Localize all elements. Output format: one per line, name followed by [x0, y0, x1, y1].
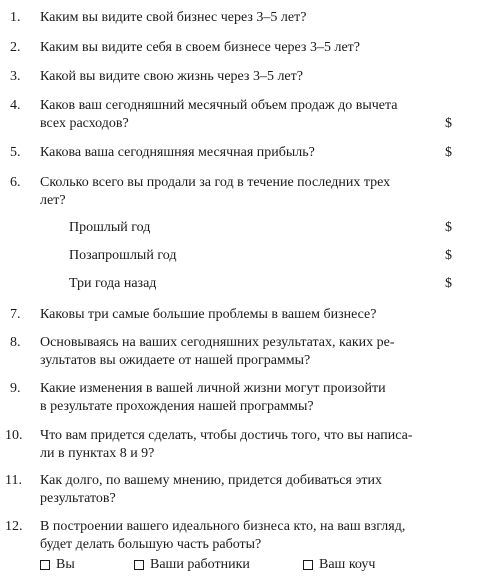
- sales-year-label: Позапрошлый год: [69, 248, 177, 263]
- currency-sign: $: [445, 145, 452, 160]
- question-number: 2.: [10, 40, 21, 55]
- question-number: 8.: [10, 335, 21, 350]
- question-text: Какова ваша сегодняшняя месячная прибыль?: [40, 145, 315, 160]
- question-text: Основываясь на ваших сегодняшних результатах, каких ре- зультатов вы ожидаете от нашей программы?: [40, 335, 395, 368]
- option-coach[interactable]: [303, 556, 375, 574]
- question-text: Какие изменения в вашей личной жизни могут произойти в результате прохождения нашей программы?: [40, 381, 386, 414]
- option-label: Ваши работники: [150, 557, 250, 572]
- question-number: 11.: [5, 473, 22, 488]
- question-number: 12.: [5, 519, 23, 534]
- option-workers[interactable]: [134, 556, 250, 574]
- question-number: 10.: [5, 428, 23, 443]
- answer-options: [0, 556, 485, 574]
- option-you[interactable]: [40, 556, 75, 574]
- question-text: Каким вы видите свой бизнес через 3–5 лет?: [40, 10, 307, 25]
- currency-sign: $: [445, 248, 452, 263]
- question-number: 5.: [10, 145, 21, 160]
- option-label: Вы: [56, 557, 75, 572]
- question-number: 1.: [10, 10, 21, 25]
- question-number: 4.: [10, 98, 21, 113]
- question-number: 9.: [10, 381, 21, 396]
- checkbox-icon[interactable]: [40, 560, 50, 570]
- question-text: Каким вы видите себя в своем бизнесе через 3–5 лет?: [40, 40, 360, 55]
- question-number: 3.: [10, 69, 21, 84]
- sales-year-label: Прошлый год: [69, 220, 151, 235]
- question-text: Каков ваш сегодняшний месячный объем продаж до вычета всех расходов?: [40, 98, 398, 131]
- currency-sign: $: [445, 220, 452, 235]
- checkbox-icon[interactable]: [303, 560, 313, 570]
- checkbox-icon[interactable]: [134, 560, 144, 570]
- question-text: Что вам придется сделать, чтобы достичь того, что вы написа- ли в пунктах 8 и 9?: [40, 428, 413, 461]
- sales-year-label: Три года назад: [69, 276, 157, 291]
- question-text: В построении вашего идеального бизнеса кто, на ваш взгляд, будет делать большую часть работы?: [40, 519, 406, 552]
- question-text: Как долго, по вашему мнению, придется добиваться этих результатов?: [40, 473, 383, 506]
- option-label: Ваш коуч: [319, 557, 376, 572]
- currency-sign: $: [445, 276, 452, 291]
- question-text: Сколько всего вы продали за год в течение последних трех лет?: [40, 175, 391, 208]
- question-number: 6.: [10, 175, 21, 190]
- currency-sign: $: [445, 116, 452, 131]
- question-text: Каковы три самые большие проблемы в вашем бизнесе?: [40, 307, 377, 322]
- question-text: Какой вы видите свою жизнь через 3–5 лет?: [40, 69, 303, 84]
- question-number: 7.: [10, 307, 21, 322]
